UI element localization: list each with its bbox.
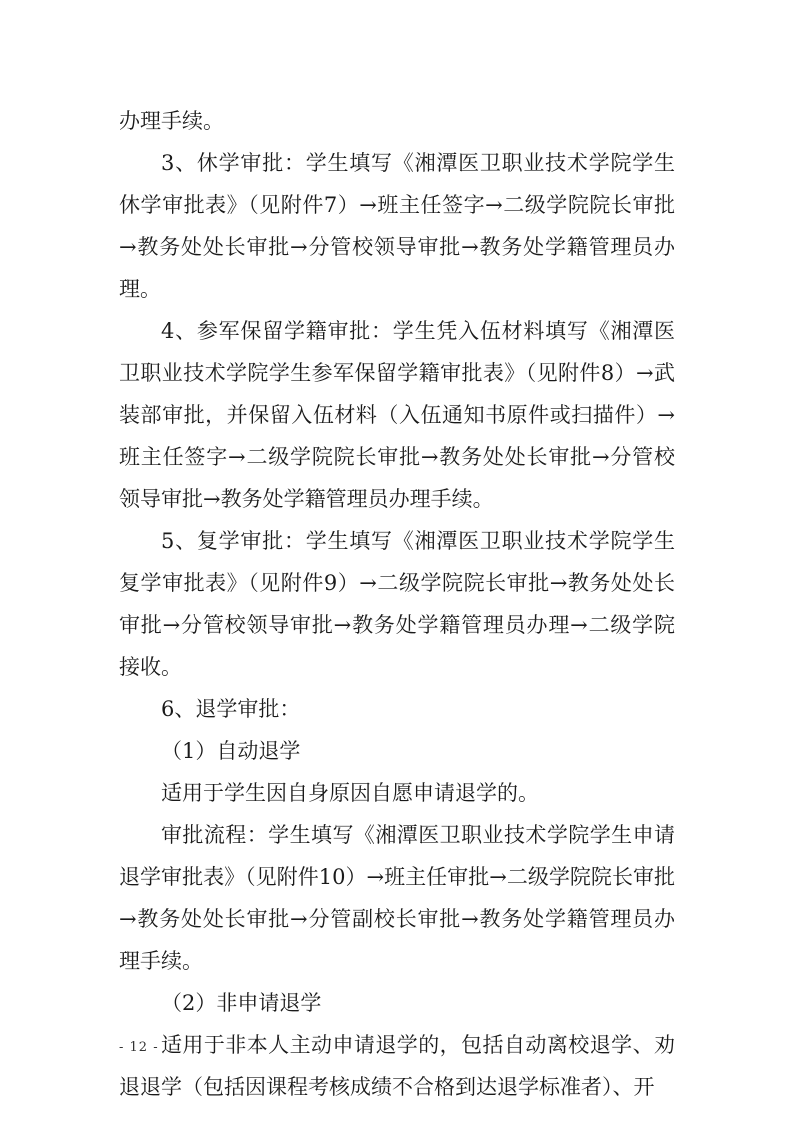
- paragraph-voluntary-withdrawal-heading: （1）自动退学: [161, 739, 301, 763]
- paragraph-continuation: 办理手续。: [119, 109, 224, 133]
- paragraph-withdrawal-heading: 6、退学审批：: [161, 697, 301, 721]
- paragraph-suspension-approval: 3、休学审批：学生填写《湘潭医卫职业技术学院学生休学审批表》（见附件7）→班主任签字→二级学院院长审批→教务处处长审批→分管校领导审批→教务处学籍管理员办理。: [119, 151, 675, 301]
- paragraph-military-enlistment-approval: 4、参军保留学籍审批：学生凭入伍材料填写《湘潭医卫职业技术学院学生参军保留学籍审批表》（见附件8）→武装部审批，并保留入伍材料（入伍通知书原件或扫描件）→班主任签字→二级学院院长审批→教务处处长审批→分管校领导审批→教务处学籍管理员办理手续。: [119, 319, 675, 511]
- paragraph-involuntary-withdrawal-heading: （2）非申请退学: [161, 991, 322, 1015]
- paragraph-involuntary-withdrawal-scope: 适用于非本人主动申请退学的，包括自动离校退学、劝退退学（包括因课程考核成绩不合格到达退学标准者）、开: [119, 1033, 675, 1099]
- paragraph-resumption-approval: 5、复学审批：学生填写《湘潭医卫职业技术学院学生复学审批表》（见附件9）→二级学院院长审批→教务处处长审批→分管校领导审批→教务处学籍管理员办理→二级学院接收。: [119, 529, 675, 679]
- page-number: - 12 -: [119, 1040, 159, 1055]
- body-text: [119, 100, 675, 1108]
- paragraph-voluntary-withdrawal-scope: 适用于学生因自身原因自愿申请退学的。: [161, 781, 539, 805]
- paragraph-voluntary-withdrawal-process: 审批流程：学生填写《湘潭医卫职业技术学院学生申请退学审批表》（见附件10）→班主任审批→二级学院院长审批→教务处处长审批→分管副校长审批→教务处学籍管理员办理手续。: [119, 823, 675, 973]
